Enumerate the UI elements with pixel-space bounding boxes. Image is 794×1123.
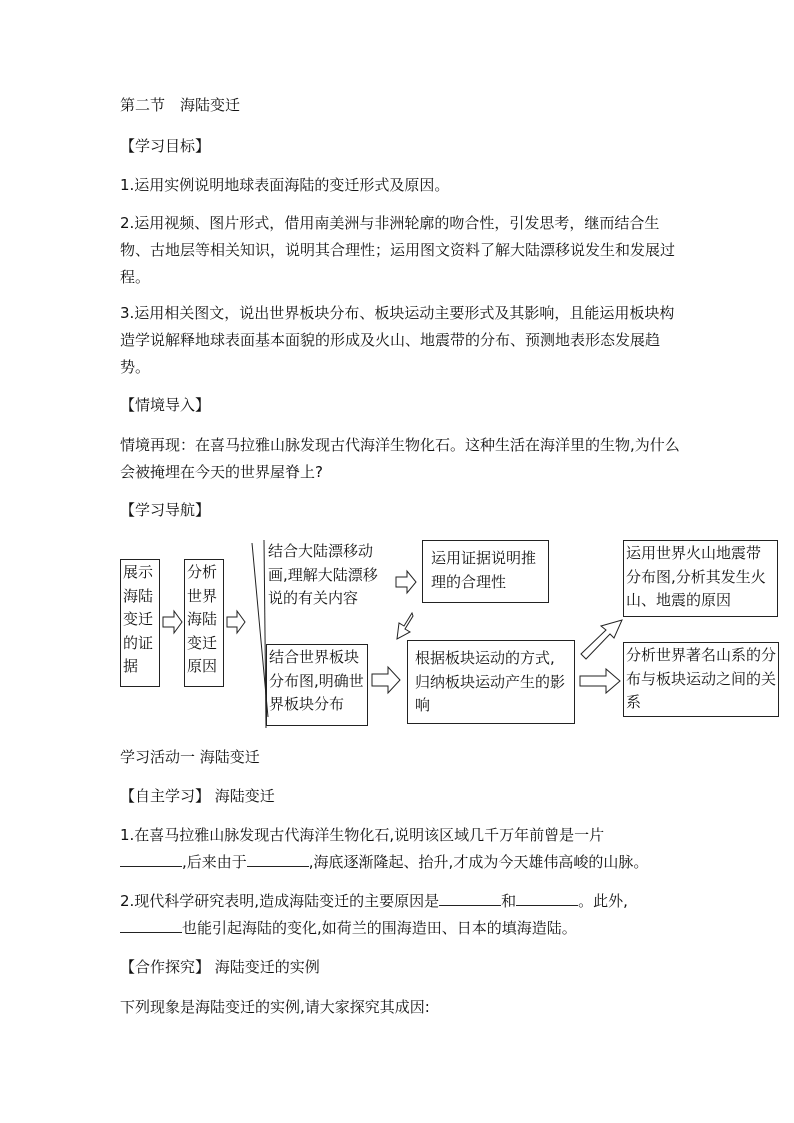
arrow-down-left-icon <box>397 613 413 639</box>
answer-blank[interactable] <box>120 851 182 867</box>
goals-heading: 【学习目标】 <box>120 137 211 155</box>
answer-blank[interactable] <box>120 917 182 933</box>
question-1-part-c: ,海底逐渐隆起、抬升,才成为今天雄伟高峻的山脉。 <box>308 853 649 871</box>
question-2-part-d: 也能引起海陆的变化,如荷兰的围海造田、日本的填海造陆。 <box>182 919 577 937</box>
arrow-right-icon <box>163 611 182 633</box>
flow-box-reasoning: 运用证据说明推理的合理性 <box>422 540 549 603</box>
cooperation-heading: 【合作探究】 海陆变迁的实例 <box>120 958 320 976</box>
self-study-heading: 【自主学习】 海陆变迁 <box>120 787 275 805</box>
answer-blank[interactable] <box>247 851 309 867</box>
arrow-right-icon <box>580 669 620 693</box>
goal-1: 1.运用实例说明地球表面海陆的变迁形式及原因。 <box>120 176 450 194</box>
flow-box-volcano: 运用世界火山地震带分布图,分析其发生火山、地震的原因 <box>623 540 778 617</box>
question-2-part-a: 2.现代科学研究表明,造成海陆变迁的主要原因是 <box>120 892 440 910</box>
question-1 <box>120 822 680 876</box>
arrow-right-icon <box>396 571 416 593</box>
question-2-part-c: 。此外, <box>578 892 628 910</box>
goal-2: 2.运用视频、图片形式，借用南美洲与非洲轮廓的吻合性，引发思考，继而结合生物、古地层等相关知识，说明其合理性；运用图文资料了解大陆漂移说发生和发展过程。 <box>120 214 676 286</box>
activity-heading: 学习活动一 海陆变迁 <box>120 748 260 766</box>
arrow-right-icon <box>227 611 245 633</box>
flow-box-causes: 分析世界海陆变迁原因 <box>184 559 224 687</box>
intro-text: 情境再现：在喜马拉雅山脉发现古代海洋生物化石。这种生活在海洋里的生物,为什么会被掩埋在今天的世界屋脊上? <box>120 436 680 481</box>
question-2-part-b: 和 <box>501 892 517 910</box>
flow-box-evidence: 展示海陆变迁的证据 <box>120 559 160 687</box>
flow-box-plates: 结合世界板块分布图,明确世界板块分布 <box>266 644 368 726</box>
fork-line-right <box>264 540 266 728</box>
arrow-up-right-icon <box>581 620 622 659</box>
question-1-part-b: ,后来由于 <box>182 853 247 871</box>
flow-box-mountains: 分析世界著名山系的分布与板块运动之间的关系 <box>623 642 779 717</box>
cooperation-text: 下列现象是海陆变迁的实例,请大家探究其成因: <box>120 998 430 1016</box>
answer-blank[interactable] <box>516 890 578 906</box>
page-title: 第二节 海陆变迁 <box>120 96 241 114</box>
intro-heading: 【情境导入】 <box>120 396 211 414</box>
goal-3: 3.运用相关图文，说出世界板块分布、板块运动主要形式及其影响，且能运用板块构造学说解释地球表面基本面貌的形成及火山、地震带的分布、预测地表形态发展趋势。 <box>120 304 675 376</box>
answer-blank[interactable] <box>439 890 501 906</box>
nav-heading: 【学习导航】 <box>120 501 211 519</box>
question-2 <box>120 888 680 942</box>
flow-text-drift: 结合大陆漂移动画,理解大陆漂移说的有关内容 <box>268 542 378 607</box>
arrow-right-icon <box>372 667 400 693</box>
flow-box-effects: 根据板块运动的方式,归纳板块运动产生的影响 <box>407 640 575 724</box>
question-1-part-a: 1.在喜马拉雅山脉发现古代海洋生物化石,说明该区域几千万年前曾是一片 <box>120 826 605 844</box>
